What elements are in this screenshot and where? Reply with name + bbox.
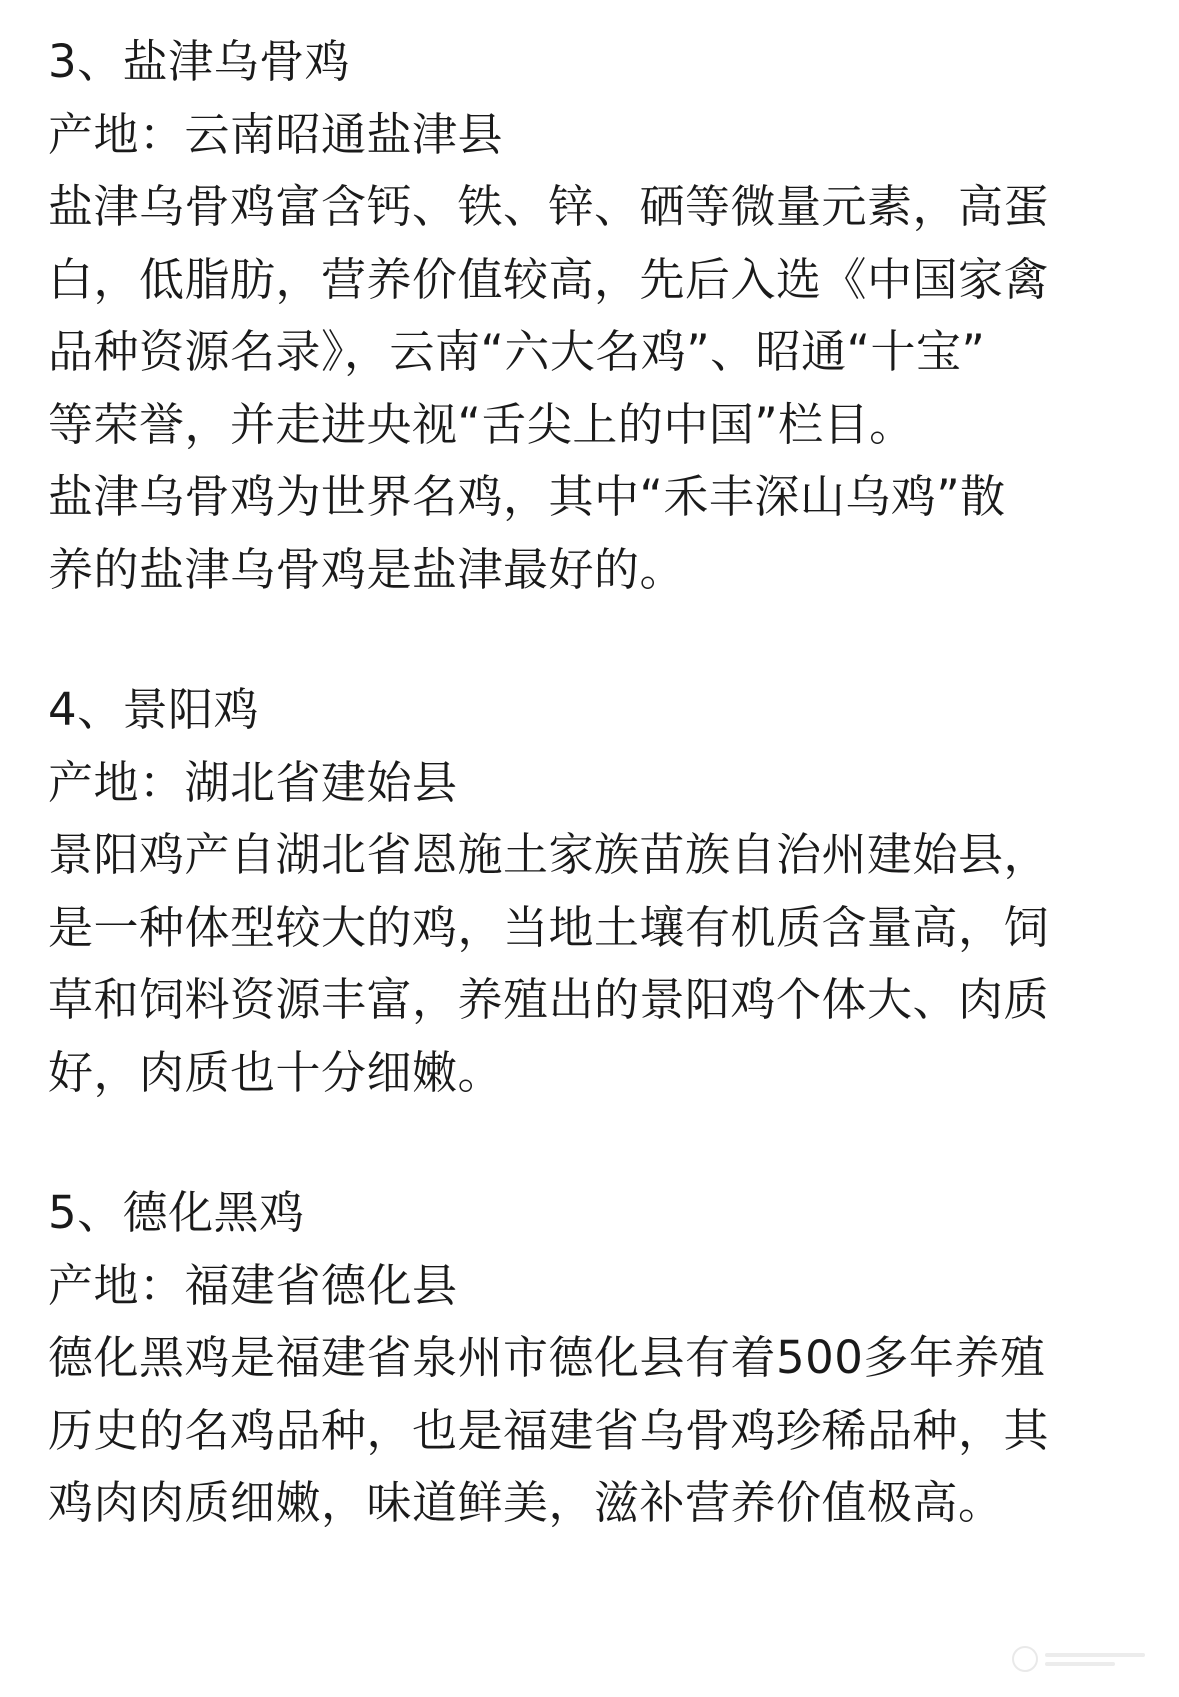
body-line: 品种资源名录》，云南“六大名鸡”、昭通“十宝”: [48, 325, 986, 378]
section-spacer: [48, 606, 1131, 674]
origin-line: 产地：湖北省建始县: [48, 755, 458, 809]
body-line: 白，低脂肪，营养价值较高，先后入选《中国家禽: [48, 252, 1050, 306]
section-title: 3、盐津乌骨鸡: [48, 35, 351, 88]
section-yanjin-chicken: [48, 26, 1131, 606]
article-content: [48, 26, 1131, 1540]
section-jingyang-chicken: [48, 674, 1131, 1109]
section-title: 5、德化黑鸡: [48, 1186, 305, 1239]
body-line: 盐津乌骨鸡富含钙、铁、锌、硒等微量元素，高蛋: [48, 180, 1050, 233]
watermark-icon: [1007, 1639, 1157, 1679]
body-line: 历史的名鸡品种，也是福建省乌骨鸡珍稀品种，其: [48, 1403, 1050, 1457]
origin-line: 产地：福建省德化县: [48, 1258, 458, 1312]
body-line: 是一种体型较大的鸡，当地土壤有机质含量高，饲: [48, 900, 1050, 954]
body-line: 德化黑鸡是福建省泉州市德化县有着500多年养殖: [48, 1331, 1046, 1384]
body-line: 好，肉质也十分细嫩。: [48, 1045, 504, 1099]
origin-line: 产地：云南昭通盐津县: [48, 107, 504, 161]
body-line: 鸡肉肉质细嫩，味道鲜美，滋补营养价值极高。: [48, 1476, 1004, 1529]
body-line: 等荣誉，并走进央视“舌尖上的中国”栏目。: [48, 397, 915, 451]
section-dehua-black-chicken: [48, 1177, 1131, 1540]
section-title: 4、景阳鸡: [48, 683, 260, 736]
section-spacer: [48, 1109, 1131, 1177]
body-line: 盐津乌骨鸡为世界名鸡，其中“禾丰深山乌鸡”散: [48, 470, 1006, 523]
body-line: 草和饲料资源丰富，养殖出的景阳鸡个体大、肉质: [48, 973, 1050, 1026]
body-line: 景阳鸡产自湖北省恩施土家族苗族自治州建始县，: [48, 828, 1050, 881]
body-line: 养的盐津乌骨鸡是盐津最好的。: [48, 542, 686, 596]
